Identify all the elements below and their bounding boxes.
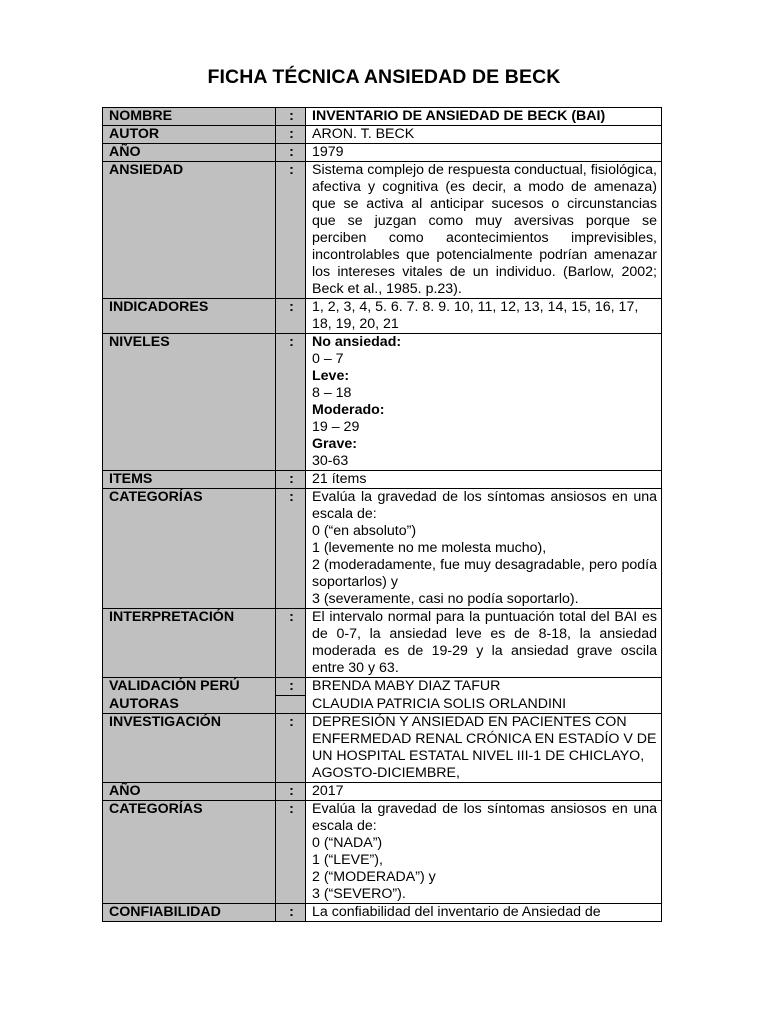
label-interpretacion: INTERPRETACIÓN (103, 609, 276, 678)
row-categorias-2 (103, 800, 662, 903)
level-name: Leve: (312, 368, 350, 384)
row-ano-2 (103, 782, 662, 800)
value-ansiedad: Sistema complejo de respuesta conductual, fisiológica, afectiva y cognitiva (es decir, a modo de amenaza) que se activa al anticipar sucesos o circunstancias que se juzgan como muy aversivas porque se perciben como acontecimientos imprevisibles, incontrolables que potencialmente podrían amenazar los intereses vitales de un individuo. (Barlow, 2002; Beck et al., 1985. p.23). (306, 162, 662, 299)
separator-empty (276, 696, 306, 714)
row-niveles (103, 334, 662, 471)
label-autor: AUTOR (103, 126, 276, 144)
category-option: 1 (“LEVE”), (312, 851, 383, 868)
row-autoras (103, 696, 662, 714)
categories-intro: Evalúa la gravedad de los síntomas ansiosos en una escala de: (312, 800, 657, 834)
level-range: 8 – 18 (312, 385, 352, 401)
label-categorias: CATEGORÍAS (103, 489, 276, 609)
row-ansiedad (103, 162, 662, 299)
label-confiabilidad: CONFIABILIDAD (103, 903, 276, 921)
separator: : (276, 299, 306, 334)
separator: : (276, 162, 306, 299)
separator: : (276, 800, 306, 903)
page-title: FICHA TÉCNICA ANSIEDAD DE BECK (207, 66, 561, 88)
value-confiabilidad (306, 903, 662, 921)
level-name: No ansiedad: (312, 334, 402, 350)
category-option: 0 (“en absoluto”) (312, 523, 417, 539)
category-option: 3 (severamente, casi no podía soportarlo). (312, 591, 579, 607)
value-ano: 1979 (306, 144, 662, 162)
level-range: 0 – 7 (312, 351, 344, 367)
level-range: 19 – 29 (312, 419, 360, 435)
level-range: 30-63 (312, 453, 349, 469)
value-autoras: CLAUDIA PATRICIA SOLIS ORLANDINI (306, 696, 662, 714)
categories-intro: Evalúa la gravedad de los síntomas ansiosos en una escala de: (312, 489, 657, 522)
value-ano-2: 2017 (306, 782, 662, 800)
row-indicadores (103, 299, 662, 334)
separator: : (276, 713, 306, 782)
value-autor: ARON. T. BECK (306, 126, 662, 144)
value-indicadores: 1, 2, 3, 4, 5. 6. 7. 8. 9. 10, 11, 12, 13, 14, 15, 16, 17, 18, 19, 20, 21 (306, 299, 662, 334)
confiabilidad-text: La confiabilidad del inventario de Ansiedad de (312, 903, 601, 918)
separator: : (276, 609, 306, 678)
row-ano (103, 144, 662, 162)
separator: : (276, 489, 306, 609)
category-option: 0 (“NADA”) (312, 834, 383, 851)
label-categorias-2: CATEGORÍAS (103, 800, 276, 903)
value-interpretacion: El intervalo normal para la puntuación total del BAI es de 0-7, la ansiedad leve es de 8-18, la ansiedad moderada es de 19-29 y la ansiedad grave oscila entre 30 y 63. (306, 609, 662, 678)
value-categorias (306, 489, 662, 609)
row-nombre (103, 108, 662, 126)
row-confiabilidad (103, 903, 662, 921)
label-niveles: NIVELES (103, 334, 276, 471)
label-items: ITEMS (103, 471, 276, 489)
separator: : (276, 144, 306, 162)
value-items: 21 ítems (306, 471, 662, 489)
separator: : (276, 334, 306, 471)
separator: : (276, 903, 306, 921)
technical-sheet-table (102, 107, 662, 922)
row-items (103, 471, 662, 489)
separator: : (276, 678, 306, 696)
category-option: 3 (“SEVERO”). (312, 885, 406, 902)
level-name: Grave: (312, 436, 357, 452)
category-option: 1 (levemente no me molesta mucho), (312, 540, 547, 556)
label-autoras: AUTORAS (103, 696, 276, 714)
value-niveles (306, 334, 662, 471)
row-interpretacion (103, 609, 662, 678)
separator: : (276, 108, 306, 126)
category-option: 2 (“MODERADA”) y (312, 868, 436, 885)
row-autor (103, 126, 662, 144)
label-ansiedad: ANSIEDAD (103, 162, 276, 299)
label-ano-2: AÑO (103, 782, 276, 800)
level-name: Moderado: (312, 402, 385, 418)
label-validacion: VALIDACIÓN PERÚ (103, 678, 276, 696)
value-validacion: BRENDA MABY DIAZ TAFUR (306, 678, 662, 696)
row-categorias (103, 489, 662, 609)
value-investigacion: DEPRESIÓN Y ANSIEDAD EN PACIENTES CON ENFERMEDAD RENAL CRÓNICA EN ESTADÍO V DE UN HOSPITAL ESTATAL NIVEL III-1 DE CHICLAYO, AGOSTO-DICIEMBRE, (306, 713, 662, 782)
value-categorias-2 (306, 800, 662, 903)
value-nombre: INVENTARIO DE ANSIEDAD DE BECK (BAI) (306, 108, 662, 126)
row-validacion (103, 678, 662, 696)
category-option: 2 (moderadamente, fue muy desagradable, pero podía soportarlos) y (312, 557, 657, 590)
separator: : (276, 471, 306, 489)
label-investigacion: INVESTIGACIÓN (103, 713, 276, 782)
separator: : (276, 126, 306, 144)
label-indicadores: INDICADORES (103, 299, 276, 334)
label-ano: AÑO (103, 144, 276, 162)
separator: : (276, 782, 306, 800)
row-investigacion (103, 713, 662, 782)
label-nombre: NOMBRE (103, 108, 276, 126)
